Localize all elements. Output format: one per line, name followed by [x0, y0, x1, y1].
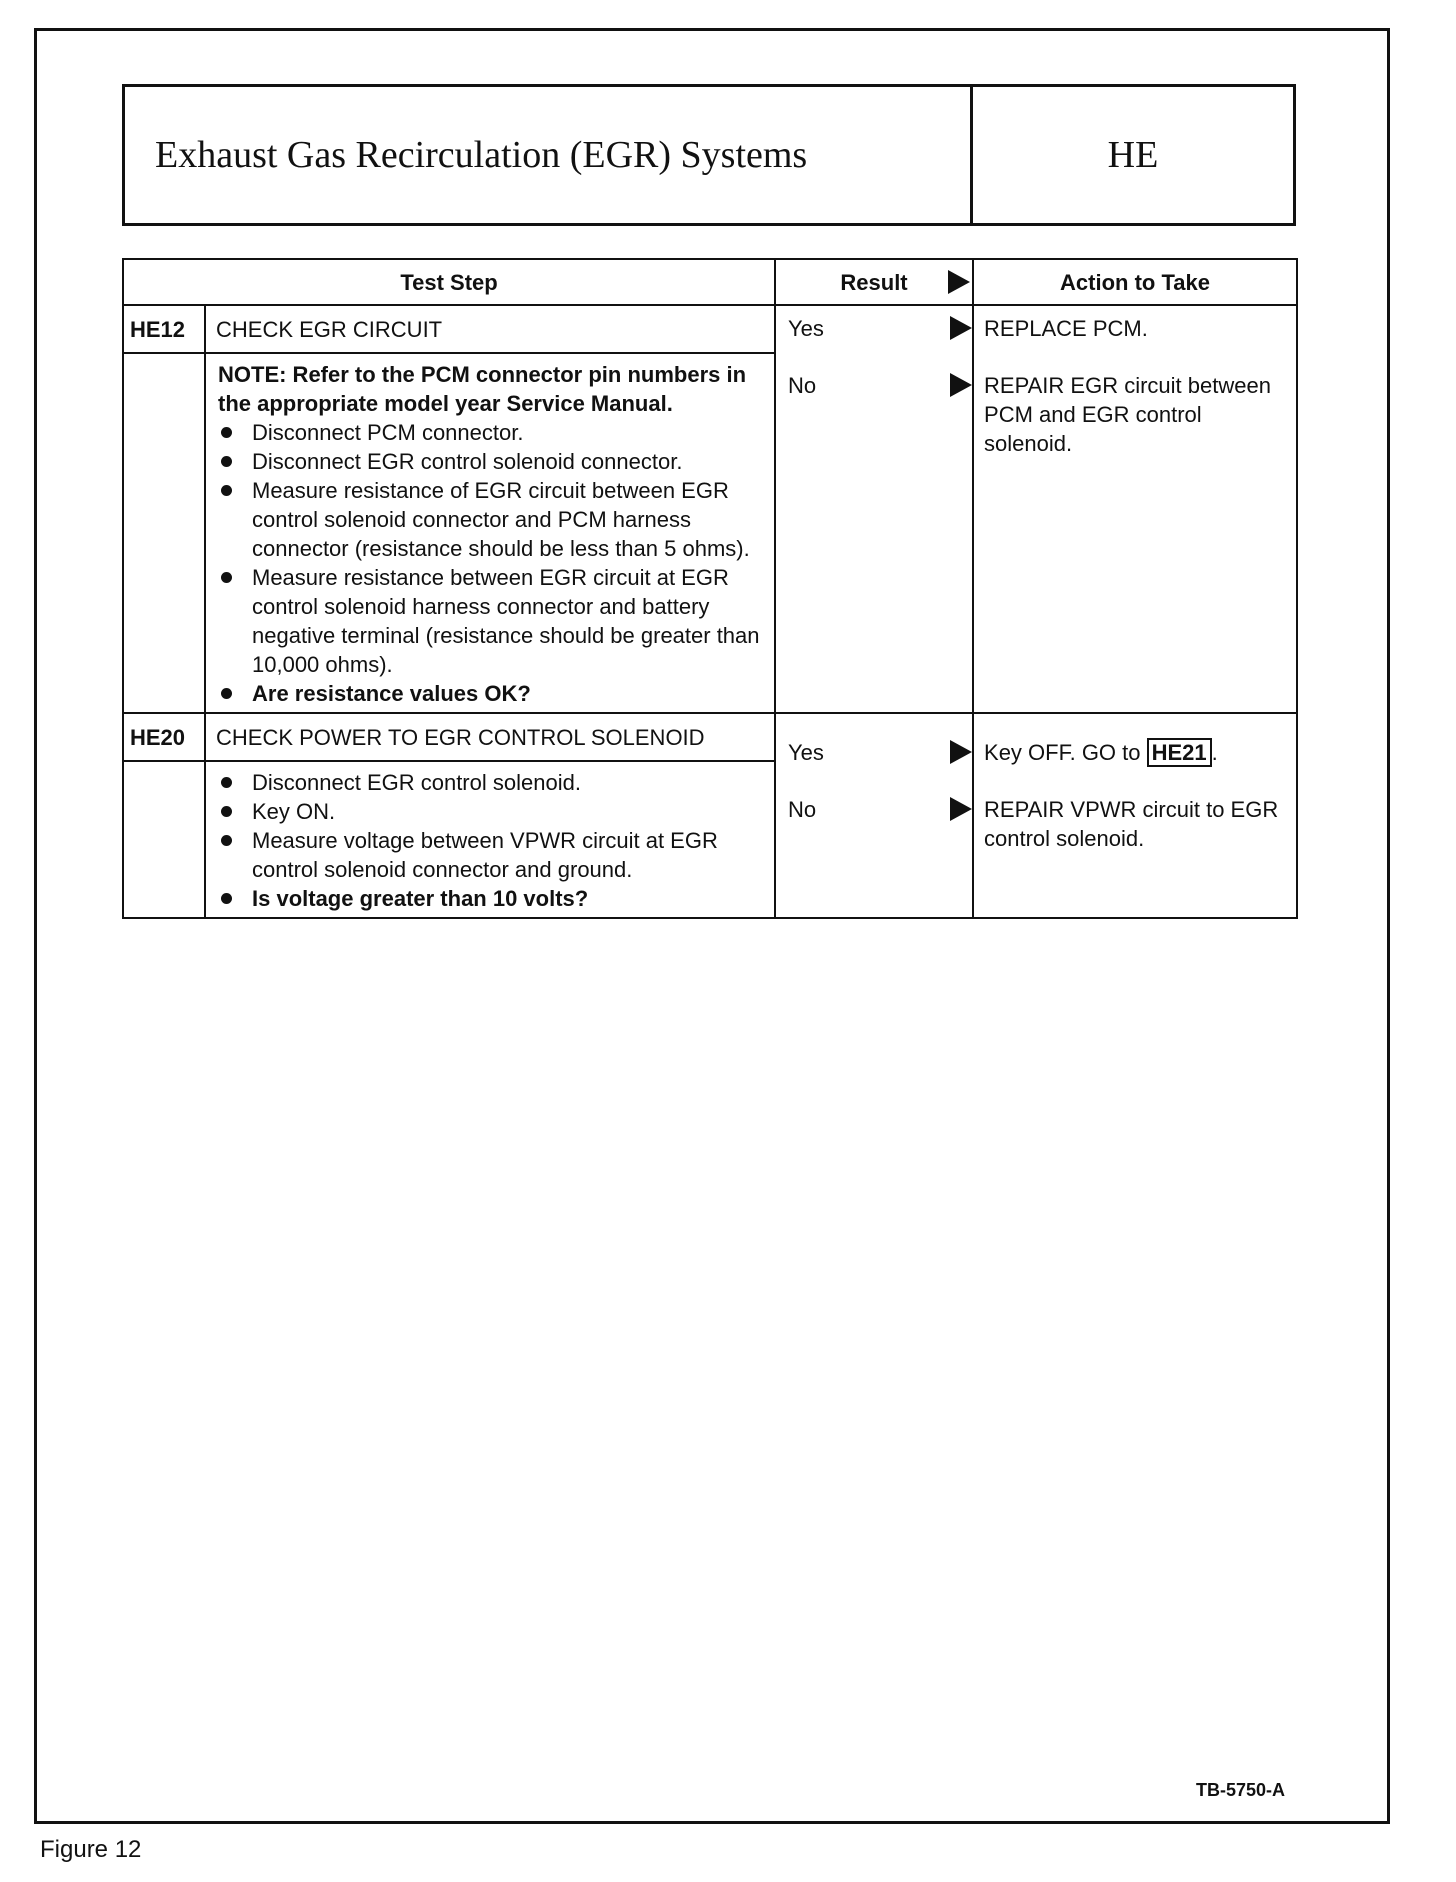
- result-yes: [788, 738, 972, 767]
- result-no: [788, 795, 972, 824]
- col-header-test-step: Test Step: [123, 259, 775, 305]
- list-item: Disconnect EGR control solenoid.: [218, 768, 764, 797]
- action-prefix: Key OFF. GO to: [984, 740, 1141, 765]
- step-title: CHECK POWER TO EGR CONTROL SOLENOID: [205, 713, 775, 761]
- result-label: No: [788, 373, 817, 398]
- step-bullets: [218, 418, 764, 708]
- result-label: Yes: [788, 316, 824, 341]
- action-suffix: .: [1211, 740, 1218, 765]
- result-label: No: [788, 797, 817, 822]
- title-block: [122, 84, 1296, 226]
- list-item: Measure resistance of EGR circuit between EGR control solenoid connector and PCM harness connector (resistance should be less than 5 ohms).: [218, 476, 764, 563]
- step-note: NOTE: Refer to the PCM connector pin numbers in the appropriate model year Service Manual.: [218, 362, 747, 416]
- result-cell: [775, 305, 973, 713]
- arrow-right-icon: [950, 373, 972, 397]
- action-text: REPLACE PCM.: [984, 316, 1148, 341]
- step-id-spacer: [123, 353, 205, 713]
- step-id: HE12: [123, 305, 205, 353]
- action-cell: [973, 713, 1297, 918]
- step-body: [205, 353, 775, 713]
- step-question: Is voltage greater than 10 volts?: [218, 884, 764, 913]
- figure-caption: Figure 12: [40, 1836, 142, 1863]
- document-code: TB-5750-A: [1196, 1780, 1286, 1800]
- arrow-right-icon: [950, 316, 972, 340]
- result-yes: [788, 314, 972, 343]
- result-label: Yes: [788, 740, 824, 765]
- step-header-row: [123, 305, 1297, 353]
- result-no: [788, 371, 972, 400]
- step-title: CHECK EGR CIRCUIT: [205, 305, 775, 353]
- table-header-row: [123, 259, 1297, 305]
- result-cell: [775, 713, 973, 918]
- action-text: REPAIR EGR circuit between PCM and EGR control solenoid.: [984, 373, 1271, 456]
- step-id: HE20: [123, 713, 205, 761]
- step-reference-link[interactable]: HE21: [1147, 738, 1212, 767]
- list-item: Disconnect EGR control solenoid connector.: [218, 447, 764, 476]
- arrow-right-icon: [948, 270, 970, 294]
- list-item: Disconnect PCM connector.: [218, 418, 764, 447]
- list-item: Key ON.: [218, 797, 764, 826]
- list-item: Measure voltage between VPWR circuit at EGR control solenoid connector and ground.: [218, 826, 764, 884]
- list-item: Measure resistance between EGR circuit at EGR control solenoid harness connector and battery negative terminal (resistance should be greater than 10,000 ohms).: [218, 563, 764, 679]
- step-header-row: [123, 713, 1297, 761]
- step-id-spacer: [123, 761, 205, 918]
- arrow-right-icon: [950, 740, 972, 764]
- arrow-right-icon: [950, 797, 972, 821]
- action-text: [984, 738, 1286, 767]
- section-code: HE: [1107, 134, 1159, 176]
- action-cell: [973, 305, 1297, 713]
- action-text: REPAIR VPWR circuit to EGR control solenoid.: [984, 797, 1279, 851]
- step-question: Are resistance values OK?: [218, 679, 764, 708]
- diagnostic-table: [122, 258, 1298, 919]
- step-bullets: [218, 768, 764, 913]
- col-header-action: Action to Take: [973, 259, 1297, 305]
- col-header-result-label: Result: [840, 269, 908, 295]
- col-header-result: [775, 259, 973, 305]
- step-body: [205, 761, 775, 918]
- page-title: Exhaust Gas Recirculation (EGR) Systems: [125, 87, 973, 223]
